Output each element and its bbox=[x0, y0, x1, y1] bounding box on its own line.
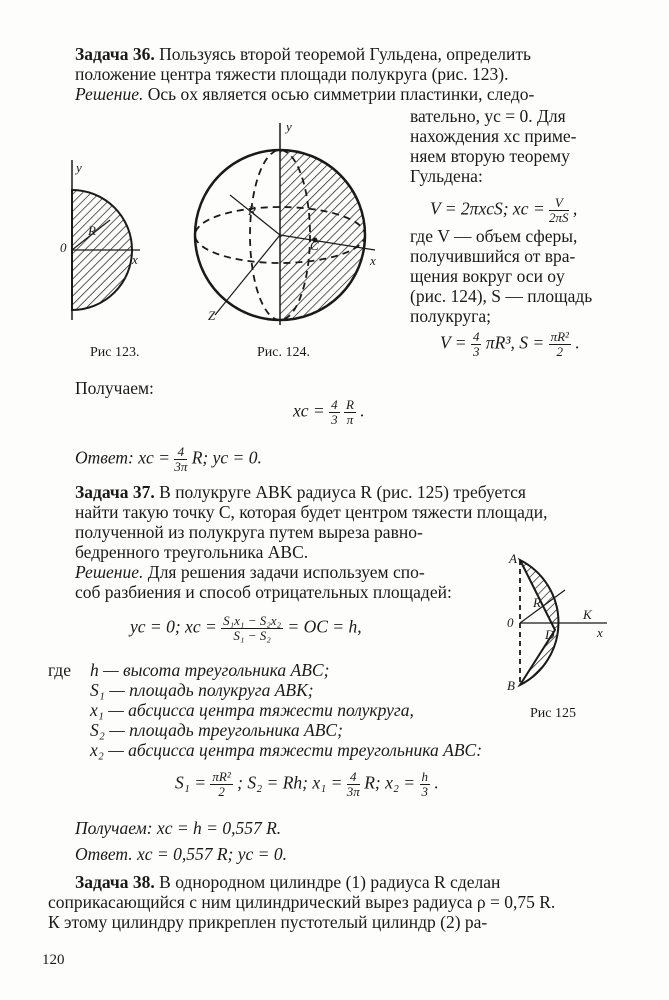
task36-sol-2: вательно, yс = 0. Для bbox=[410, 106, 566, 126]
x-label: x bbox=[132, 252, 138, 267]
label-k: K bbox=[583, 607, 592, 622]
frac-den: S₁ − S₂ bbox=[233, 628, 271, 643]
task37-formula-1 bbox=[130, 614, 362, 643]
t37-f1-rhs: = OC = h, bbox=[287, 616, 362, 637]
hatched-half bbox=[280, 150, 365, 320]
label-d: D bbox=[545, 627, 555, 642]
task36-solution-label: Решение. bbox=[75, 84, 144, 104]
y-label: y bbox=[286, 119, 292, 134]
task36-formula-1: V = 2πxсS; xс = $\frac{V}{2\pi S}$ , bbox=[430, 195, 578, 225]
f3-frac-b bbox=[344, 398, 356, 427]
f2-mid: πR³, S = bbox=[485, 332, 545, 353]
frac-den: 3 bbox=[472, 344, 480, 359]
task37-def-4: S₂ — площадь треугольника ABC; bbox=[90, 720, 343, 740]
t37-f1-frac bbox=[221, 614, 283, 643]
task36-obtain: Получаем: bbox=[75, 378, 154, 398]
radius-label: R bbox=[248, 203, 256, 218]
label-a: A bbox=[509, 551, 517, 566]
y-label: y bbox=[76, 160, 82, 175]
task36-text-1: Пользуясь второй теоремой Гульдена, определить bbox=[159, 44, 532, 64]
task36-formula-1-frac bbox=[549, 196, 569, 225]
task36-sol-7: получившийся от вра- bbox=[410, 246, 576, 266]
task37-line-4: бедренного треугольника ABC. bbox=[75, 542, 309, 562]
t37-f2-d: . bbox=[434, 772, 439, 793]
task36-formula-2: V = $\frac{4}{3}$ πR³, S = $\frac{\text{πR²}}{2}$ . bbox=[440, 329, 580, 359]
answer-value: xс = 0,557 R; yс = 0. bbox=[137, 844, 287, 864]
frac-den: 2πS bbox=[549, 210, 569, 225]
task36-title: Задача 36. bbox=[75, 44, 155, 64]
task38-line-1 bbox=[75, 872, 500, 892]
frac-num: 4 bbox=[174, 445, 187, 460]
answer-rhs: R; yс = 0. bbox=[191, 447, 262, 468]
figure-125 bbox=[485, 545, 615, 695]
task36-answer bbox=[75, 445, 262, 474]
task36-line-1 bbox=[75, 44, 531, 64]
task36-sol-1: Ось ox является осью симметрии пластинки, следо- bbox=[147, 84, 535, 104]
task37-line-2: найти такую точку C, которая будет центром тяжести площади, bbox=[75, 502, 548, 522]
f3-frac-a bbox=[329, 398, 340, 427]
frac-den: 2 bbox=[556, 344, 563, 359]
task38-line-2: соприкасающийся с ним цилиндрический вырез радиуса ρ = 0,75 R. bbox=[48, 892, 556, 912]
task36-line-2: положение центра тяжести площади полукруга (рис. 123). bbox=[75, 64, 509, 84]
frac-num: πR² bbox=[550, 329, 569, 344]
frac-num: πR² bbox=[212, 769, 231, 784]
fig124-caption: Рис. 124. bbox=[257, 345, 310, 360]
task37-line-3: полученной из полукруга путем выреза равно- bbox=[75, 522, 423, 542]
t37-f2-frac-1 bbox=[210, 770, 232, 799]
fig125-caption: Рис 125 bbox=[530, 706, 576, 721]
task36-sol-5: Гульдена: bbox=[410, 166, 483, 186]
f2-frac-a bbox=[471, 330, 482, 359]
x-label: x bbox=[370, 253, 376, 268]
t37-f1-lhs: yс = 0; xс = bbox=[130, 616, 217, 637]
frac-den: 3π bbox=[174, 459, 188, 474]
task38-line-3: К этому цилиндру прикреплен пустотелый цилиндр (2) ра- bbox=[48, 912, 488, 932]
answer-label: Ответ. bbox=[75, 844, 133, 864]
task36-sol-3: нахождения xс приме- bbox=[410, 126, 577, 146]
answer-frac bbox=[174, 445, 187, 474]
task37-formula-2 bbox=[175, 770, 439, 799]
t37-f2-c: R; x₂ = bbox=[364, 772, 416, 793]
task37-line-1 bbox=[75, 482, 526, 502]
frac-num: 4 bbox=[347, 770, 360, 785]
label-x: x bbox=[597, 625, 603, 640]
frac-num: R bbox=[345, 397, 354, 412]
task37-text-1: В полукруге ABK радиуса R (рис. 125) требуется bbox=[159, 482, 526, 502]
frac-den: 2 bbox=[218, 784, 225, 799]
frac-num: h bbox=[421, 769, 428, 784]
task36-formula-3: xс = $\frac{4}{3}$ $\frac{R}{\pi}$ . bbox=[293, 397, 365, 427]
task37-def-3: x₁ — абсцисса центра тяжести полукруга, bbox=[90, 700, 414, 720]
task37-def-2: S₁ — площадь полукруга ABK; bbox=[90, 680, 314, 700]
page-number: 120 bbox=[42, 952, 65, 968]
task37-answer bbox=[75, 844, 287, 864]
center-label: C bbox=[310, 238, 319, 253]
figure-123 bbox=[40, 150, 150, 330]
frac-num: 4 bbox=[472, 329, 480, 344]
t37-f2-frac-3 bbox=[420, 770, 431, 799]
answer-label: Ответ: bbox=[75, 447, 134, 468]
task37-def-5: x₂ — абсцисса центра тяжести треугольника ABC: bbox=[90, 740, 483, 760]
task37-line-6: соб разбиения и способ отрицательных площадей: bbox=[75, 582, 452, 602]
fig123-caption: Рис 123. bbox=[90, 345, 140, 360]
frac-num: S₁x₁ − S₂x₂ bbox=[223, 613, 282, 628]
task37-solution-label: Решение. bbox=[75, 562, 144, 582]
z-axis bbox=[215, 235, 280, 315]
task36-formula-1-lhs: V = 2πxсS; xс = bbox=[430, 198, 545, 219]
frac-num: 4 bbox=[331, 397, 338, 412]
t37-f2-a: S₁ = bbox=[175, 772, 207, 793]
task36-sol-6: где V — объем сферы, bbox=[410, 226, 578, 246]
label-r: R bbox=[533, 595, 541, 610]
task38-text-1: В однородном цилиндре (1) радиуса R сделан bbox=[159, 872, 501, 892]
frac-den: 3 bbox=[421, 784, 428, 799]
task37-def-1: h — высота треугольника ABC; bbox=[90, 660, 330, 680]
f2-lhs: V = bbox=[440, 332, 467, 353]
t37-f2-b: ; S₂ = Rh; x₁ = bbox=[237, 772, 343, 793]
figure-124 bbox=[190, 115, 390, 330]
task36-line-3 bbox=[75, 84, 534, 104]
task36-sol-4: няем вторую теорему bbox=[410, 146, 570, 166]
origin-label: 0 bbox=[60, 240, 67, 255]
f3-lhs: xс = bbox=[293, 400, 325, 421]
frac-den: π bbox=[346, 412, 354, 427]
task37-title: Задача 37. bbox=[75, 482, 155, 502]
z-label: Z bbox=[208, 308, 216, 323]
label-b: B bbox=[507, 678, 515, 693]
frac-den: 3π bbox=[346, 784, 360, 799]
label-o: 0 bbox=[507, 615, 514, 630]
task37-line-5 bbox=[75, 562, 425, 582]
t37-f2-frac-2 bbox=[347, 770, 360, 799]
radius-label: R bbox=[88, 223, 96, 238]
task36-sol-9: (рис. 124), S — площадь bbox=[410, 286, 593, 306]
task37-obtain: Получаем: xс = h = 0,557 R. bbox=[75, 818, 282, 838]
frac-num: V bbox=[549, 196, 569, 211]
task37-where: где bbox=[48, 660, 71, 680]
f2-frac-b bbox=[549, 330, 571, 359]
answer-lhs: xс = bbox=[138, 447, 170, 468]
task36-sol-8: щения вокруг оси oy bbox=[410, 266, 565, 286]
task37-sol-1: Для решения задачи используем спо- bbox=[147, 562, 425, 582]
frac-den: 3 bbox=[331, 412, 338, 427]
task36-sol-10: полукруга; bbox=[410, 306, 491, 326]
task38-title: Задача 38. bbox=[75, 872, 155, 892]
